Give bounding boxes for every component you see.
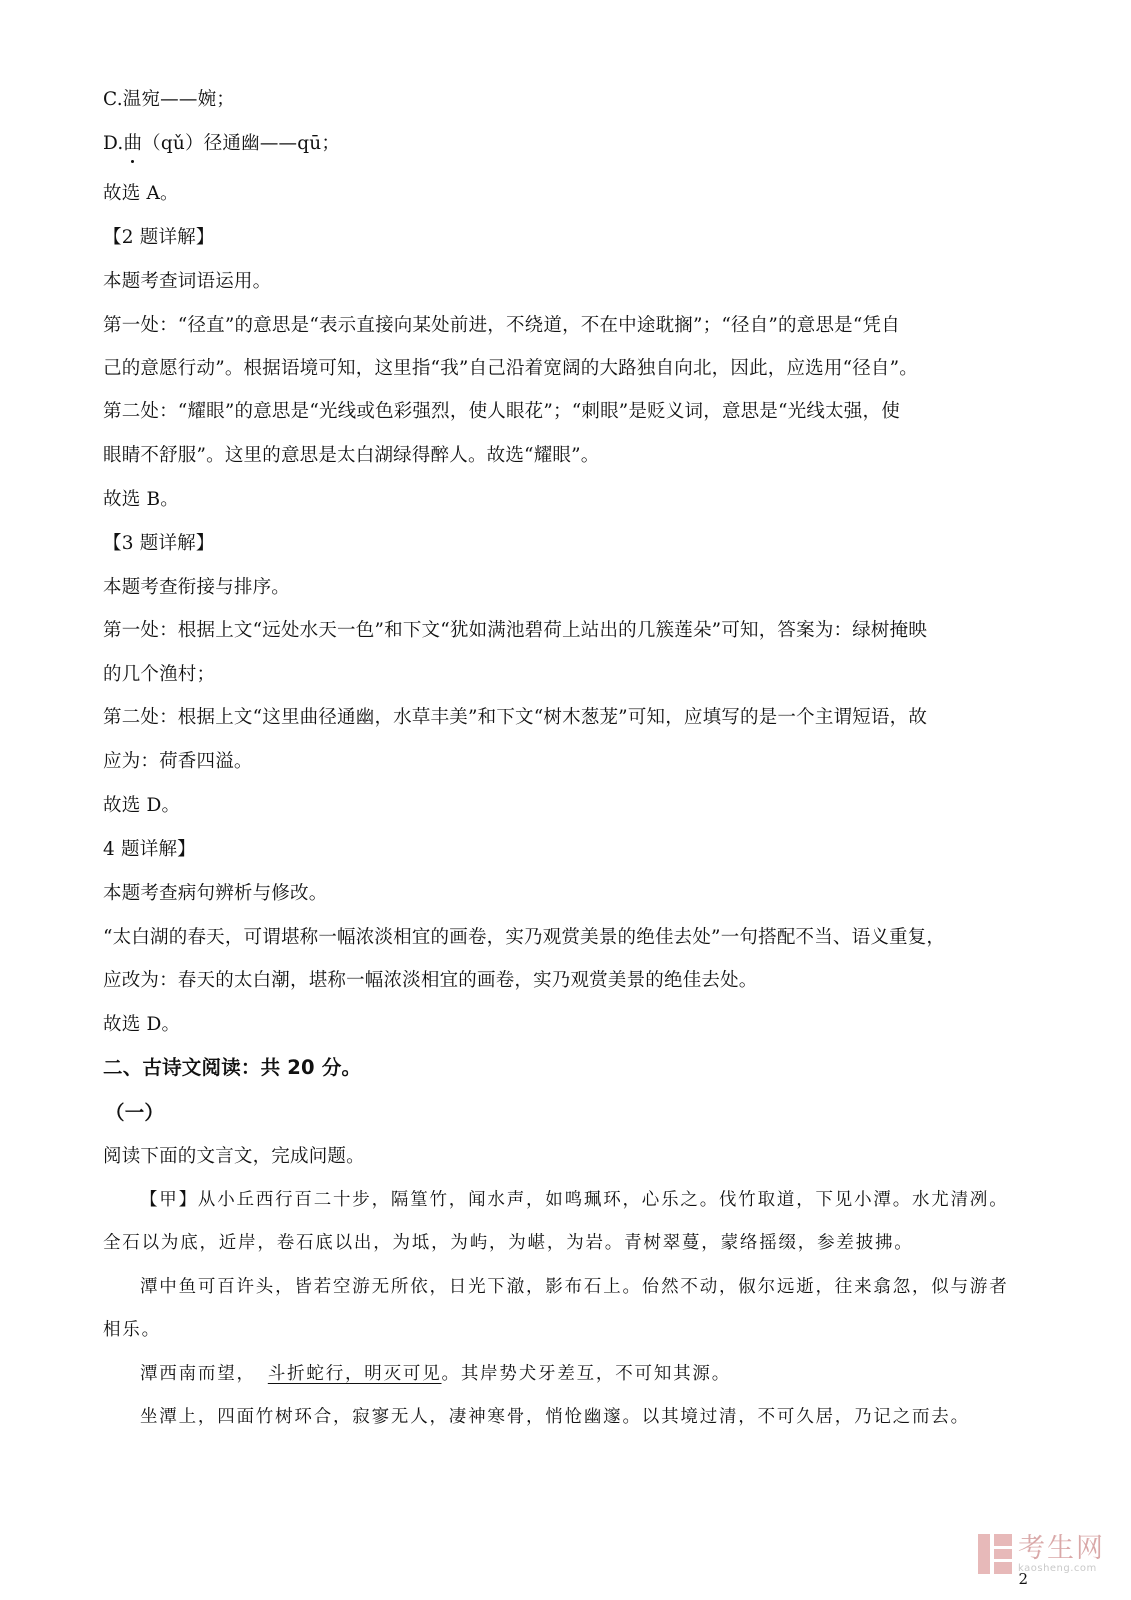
classical-para3-prefix: 潭西南而望， [140,1364,256,1384]
classical-para3-suffix: 。其岸势犬牙差互，不可知其源。 [441,1364,732,1384]
classical-para1-line2: 全石以为底，近岸，卷石底以出，为坻，为屿，为嵁，为岩。青树翠蔓，蒙络摇缀，参差披拂。 [103,1233,914,1253]
classical-para4: 坐潭上，四面竹树环合，寂寥无人，凄神寒骨，悄怆幽邃。以其境过清，不可久居，乃记之而去。 [140,1407,970,1427]
watermark-logo-icon [978,1534,1012,1574]
classical-para2-line1: 潭中鱼可百许头，皆若空游无所依，日光下澈，影布石上。佁然不动，俶尔远逝，往来翕忽，似与游者 [140,1277,1009,1297]
page-number: 2 [1018,1570,1028,1588]
watermark [978,1532,1105,1576]
q3-para2-line1: 第二处：根据上文“这里曲径通幽，水草丰美”和下文“树木葱茏”可知，应填写的是一个主谓短语，故 [103,707,928,728]
section-heading: 二、古诗文阅读：共 20 分。 [103,1056,362,1079]
option-d-suffix: （qǔ）径通幽——qū； [142,133,341,154]
classical-para1-line1: 【甲】从小丘西行百二十步，隔篁竹，闻水声，如鸣珮环，心乐之。伐竹取道，下见小潭。水尤清冽。 [140,1190,1009,1210]
q2-para1-line2: 己的意愿行动”。根据语境可知，这里指“我”自己沿着宽阔的大路独自向北，因此，应选用“径自”。 [103,358,918,379]
conclusion-4: 故选 D。 [103,1014,181,1035]
option-d-prefix: D. [103,133,124,154]
q2-intro: 本题考查词语运用。 [103,271,272,292]
q3-para1-line2: 的几个渔村； [103,664,216,685]
conclusion-1: 故选 A。 [103,183,179,204]
watermark-url: kaosheng.com [1018,1562,1097,1574]
q2-para2-line1: 第二处：“耀眼”的意思是“光线或色彩强烈，使人眼花”；“刺眼”是贬义词，意思是“光线太强，使 [103,401,900,422]
classical-para2-line2: 相乐。 [103,1320,161,1340]
watermark-title: 考生网 [1018,1532,1105,1564]
option-d-line [103,132,340,156]
underlined-phrase: 斗折蛇行，明灭可见 [267,1364,442,1384]
instruction: 阅读下面的文言文，完成问题。 [103,1146,365,1167]
q4-intro: 本题考查病句辨析与修改。 [103,883,328,904]
q4-para1-line1: “太白湖的春天，可谓堪称一幅浓淡相宜的画卷，实乃观赏美景的绝佳去处”一句搭配不当、语义重复， [103,927,946,948]
q3-para2-line2: 应为：荷香四溢。 [103,751,253,772]
q4-title: 4 题详解】 [103,839,196,860]
conclusion-2: 故选 B。 [103,489,179,510]
conclusion-3: 故选 D。 [103,795,181,816]
option-c-line: C.温宛——婉； [103,89,235,110]
q2-title: 【2 题详解】 [103,227,215,248]
q3-intro: 本题考查衔接与排序。 [103,577,291,598]
sub-heading: （一） [105,1101,165,1124]
emphasis-dot-char: 曲 [123,133,143,154]
q2-para2-line2: 眼睛不舒服”。这里的意思是太白湖绿得醉人。故选“耀眼”。 [103,445,600,466]
q4-para1-line2: 应改为：春天的太白潮，堪称一幅浓淡相宜的画卷，实乃观赏美景的绝佳去处。 [103,970,758,991]
q3-title: 【3 题详解】 [103,533,215,554]
q2-para1-line1: 第一处：“径直”的意思是“表示直接向某处前进，不绕道，不在中途耽搁”；“径自”的意思是“凭自 [103,315,900,336]
q3-para1-line1: 第一处：根据上文“远处水天一色”和下文“犹如满池碧荷上站出的几簇莲朵”可知，答案为：绿树掩映 [103,620,928,641]
classical-para3 [140,1362,731,1386]
